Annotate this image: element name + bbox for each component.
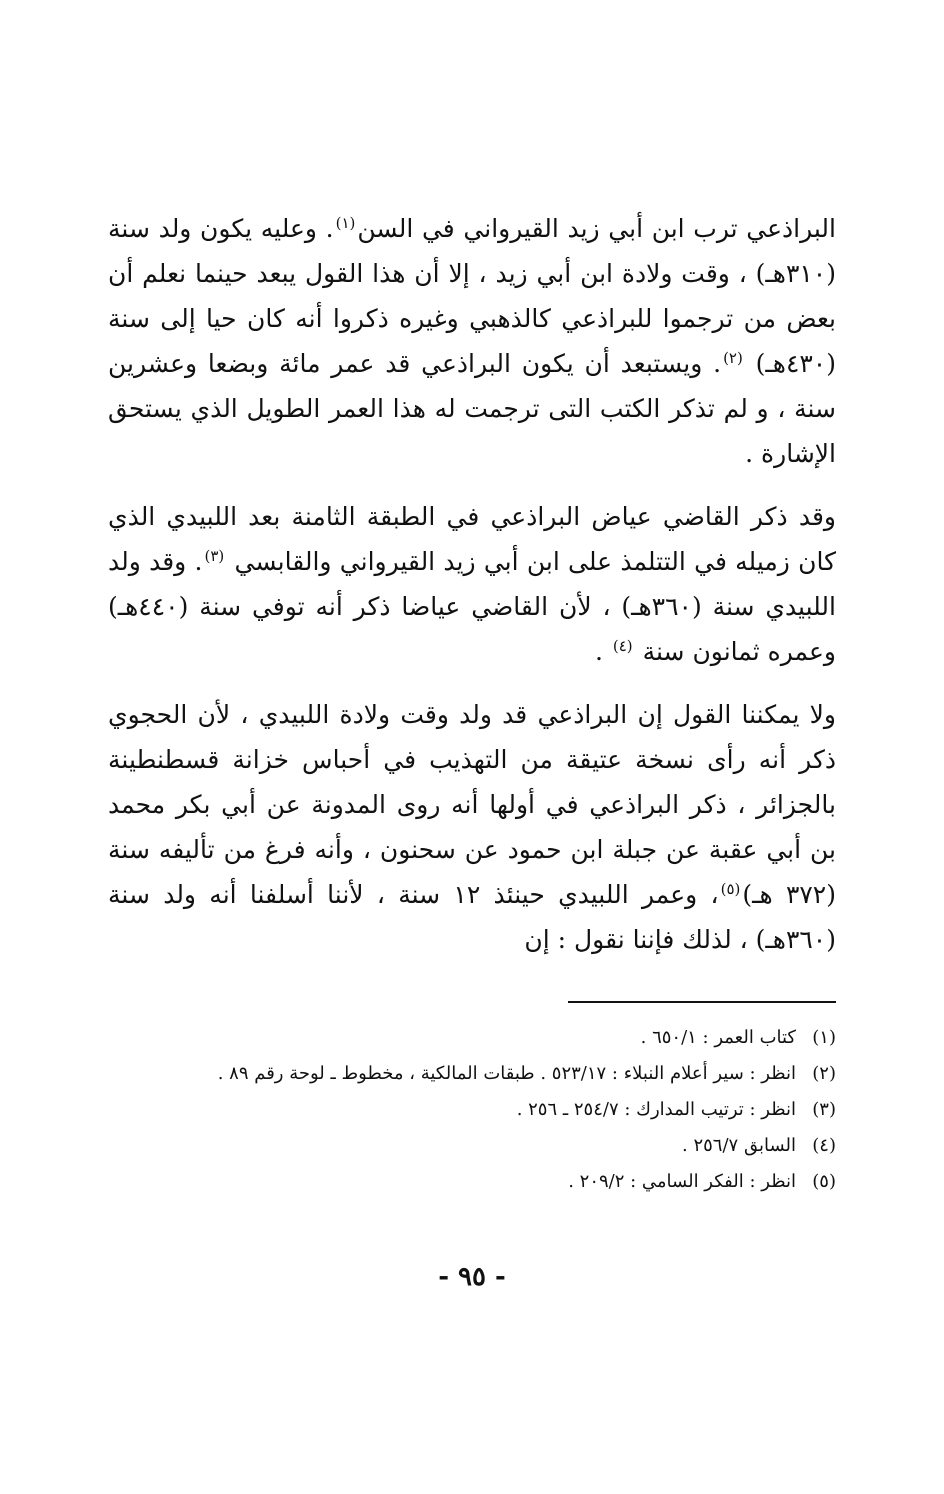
footnote-5: [108, 1164, 836, 1200]
footnote-number: (٤): [812, 1135, 836, 1156]
footnote-number: (١): [812, 1027, 836, 1048]
paragraph-text: البراذعي ترب ابن أبي زيد القيرواني في السن: [357, 214, 836, 243]
footnote-reference-2[interactable]: (٢): [723, 348, 743, 367]
footnotes-list: [108, 1020, 836, 1200]
footnote-number: (٥): [812, 1171, 836, 1192]
footnote-number: (٢): [812, 1063, 836, 1084]
footnote-2: [108, 1056, 836, 1092]
main-text: [108, 206, 836, 962]
footnote-text: انظر : الفكر السامي : ٢٠٩/٢ .: [568, 1171, 796, 1192]
footnote-separator: [568, 1001, 836, 1003]
paragraph-3: [108, 692, 836, 962]
footnote-text: السابق ٢٥٦/٧ .: [682, 1135, 796, 1156]
paragraph-text: . وقد ولد اللبيدي سنة (٣٦٠هـ) ، لأن القاضي عياضا ذكر أنه توفي سنة (٤٤٠هـ) وعمره ثمانون سنة: [108, 547, 836, 666]
footnote-3: [108, 1092, 836, 1128]
footnote-4: [108, 1128, 836, 1164]
footnote-text: كتاب العمر : ٦٥٠/١ .: [640, 1027, 796, 1048]
paragraph-2: [108, 494, 836, 674]
footnote-reference-4[interactable]: (٤): [612, 636, 633, 655]
footnote-text: انظر : سير أعلام النبلاء : ٥٢٣/١٧ . طبقات المالكية ، مخطوط ـ لوحة رقم ٨٩ .: [217, 1063, 796, 1084]
footnote-reference-1[interactable]: (١): [335, 213, 356, 232]
paragraph-text: ، وعمر اللبيدي حينئذ ١٢ سنة ، لأننا أسلفنا أنه ولد سنة (٣٦٠هـ) ، لذلك فإننا نقول : إن: [108, 880, 836, 954]
footnote-reference-3[interactable]: (٣): [204, 546, 225, 565]
footnote-number: (٣): [812, 1099, 836, 1120]
footnote-reference-5[interactable]: (٥): [720, 879, 741, 898]
paragraph-1: [108, 206, 836, 476]
page-number: - ٩٥ -: [438, 1262, 506, 1292]
footnote-1: [108, 1020, 836, 1056]
paragraph-text: . ويستبعد أن يكون البراذعي قد عمر مائة وبضعا وعشرين سنة ، و لم تذكر الكتب التى ترجمت له هذا العمر الطويل الذي يستحق الإشارة .: [108, 349, 836, 468]
paragraph-text: . وعليه يكون ولد سنة (٣١٠هـ) ، وقت ولادة ابن أبي زيد ، إلا أن هذا القول يبعد حينما نعلم أن بعض من ترجموا للبراذعي كالذهبي وغيره ذكروا أنه كان حيا إلى سنة (٤٣٠هـ): [108, 214, 836, 378]
paragraph-text: وقد ذكر القاضي عياض البراذعي في الطبقة الثامنة بعد اللبيدي الذي كان زميله في التتلمذ على ابن أبي زيد القيرواني والقابسي: [108, 502, 836, 576]
footnote-text: انظر : ترتيب المدارك : ٢٥٤/٧ ـ ٢٥٦ .: [516, 1099, 796, 1120]
paragraph-text: .: [594, 637, 611, 666]
paragraph-text: ولا يمكننا القول إن البراذعي قد ولد وقت ولادة اللبيدي ، لأن الحجوي ذكر أنه رأى نسخة عتيقة من التهذيب في أحباس خزانة قسطنطينة بالجزائر ، ذكر البراذعي في أولها أنه روى المدونة عن أبي بكر محمد بن أبي عقبة عن جبلة ابن حمود عن سحنون ، وأنه فرغ من تأليفه سنة (٣٧٢ هـ): [108, 700, 836, 909]
